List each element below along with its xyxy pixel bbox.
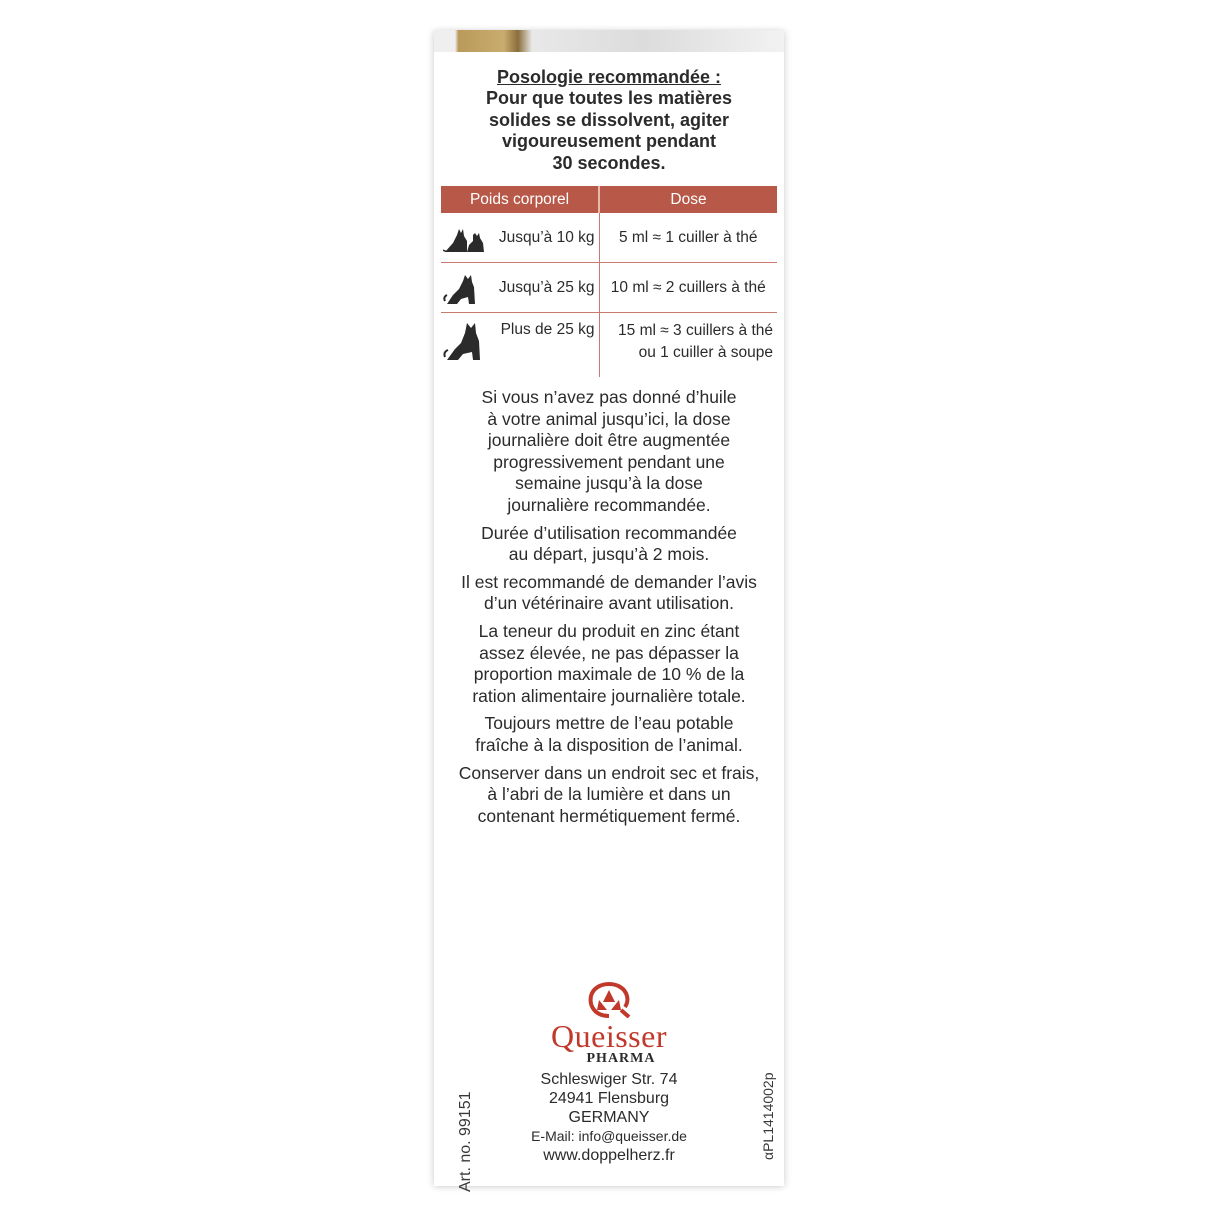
- intro-line: solides se dissolvent, agiter: [488, 109, 730, 130]
- table-row: [441, 263, 777, 313]
- top-packaging-strip: [434, 30, 784, 52]
- dose-line: 5 ml ≈ 1 cuiller à thé: [618, 228, 758, 246]
- instruction-line: progressivement pendant une: [493, 451, 725, 472]
- instruction-line: d’un vétérinaire avant utilisation.: [483, 593, 734, 614]
- usage-instructions: [442, 387, 776, 827]
- instruction-line: proportion maximale de 10 % de la: [473, 664, 745, 685]
- dosage-table-header-row: [441, 186, 777, 213]
- large-dog-icon: [443, 321, 485, 361]
- dose-line: 10 ml ≈ 2 cuillers à thé: [610, 278, 766, 296]
- header-dose: Dose: [599, 186, 777, 213]
- dose-cell: [599, 213, 777, 263]
- instruction-paragraph: [442, 572, 776, 615]
- instruction-line: Si vous n’avez pas donné d’huile: [481, 387, 737, 407]
- instruction-line: au départ, jusqu’à 2 mois.: [508, 544, 710, 565]
- instruction-line: Durée d’utilisation recommandée: [481, 522, 737, 543]
- weight-label: Jusqu’à 25 kg: [498, 278, 595, 296]
- instruction-line: La teneur du produit en zinc étant: [478, 620, 740, 641]
- instruction-paragraph: [442, 713, 776, 756]
- queisser-logo: [434, 982, 784, 1066]
- weight-label: Plus de 25 kg: [500, 321, 595, 338]
- instruction-line: Conserver dans un endroit sec et frais,: [458, 762, 760, 783]
- intro-line: Pour que toutes les matières: [485, 88, 733, 108]
- instruction-line: contenant hermétiquement fermé.: [477, 805, 741, 826]
- shake-instructions: [442, 88, 776, 174]
- instruction-line: fraîche à la disposition de l’animal.: [475, 734, 743, 755]
- instruction-line: à l’abri de la lumière et dans un: [487, 784, 731, 805]
- header-body-weight: Poids corporel: [441, 186, 599, 213]
- weight-label: Jusqu’à 10 kg: [498, 228, 595, 246]
- dosage-table: [441, 186, 777, 377]
- medium-dog-icon: [443, 271, 479, 305]
- instruction-line: assez élevée, ne pas dépasser la: [479, 642, 739, 663]
- instruction-paragraph: [442, 621, 776, 707]
- queisser-emblem-icon: [587, 982, 631, 1018]
- instruction-line: Toujours mettre de l’eau potable: [484, 713, 734, 734]
- weight-cell: [441, 213, 599, 263]
- address-email: E-Mail: info@queisser.de: [531, 1128, 687, 1144]
- instruction-line: journalière doit être augmentée: [487, 430, 731, 451]
- dosage-content: [434, 66, 784, 833]
- brand-name: Queisser: [551, 1018, 667, 1054]
- instruction-paragraph: [442, 523, 776, 566]
- dose-line: ou 1 cuiller à soupe: [638, 344, 773, 361]
- instruction-line: ration alimentaire journalière totale.: [472, 685, 746, 706]
- instruction-paragraph: [442, 387, 776, 517]
- instruction-paragraph: [442, 763, 776, 828]
- weight-cell: [441, 263, 599, 313]
- cat-and-small-dog-icon: [443, 223, 487, 253]
- instruction-line: semaine jusqu’à la dose: [515, 473, 703, 494]
- address-country: GERMANY: [568, 1109, 650, 1126]
- table-row: [441, 313, 777, 378]
- dosage-heading: Posologie recommandée :: [496, 67, 722, 87]
- product-box-side-panel: [434, 30, 784, 1192]
- instruction-line: à votre animal jusqu’ici, la dose: [487, 408, 731, 429]
- intro-line: vigoureusement pendant: [501, 131, 717, 151]
- table-row: [441, 213, 777, 263]
- brand-subtitle: PHARMA: [586, 1051, 656, 1066]
- product-code: αPL1414002p: [760, 1072, 776, 1160]
- address-website: www.doppelherz.fr: [543, 1147, 675, 1164]
- instruction-line: Il est recommandé de demander l’avis: [461, 571, 757, 592]
- weight-cell: [441, 313, 599, 378]
- dose-cell: [599, 263, 777, 313]
- dose-cell: [599, 313, 777, 378]
- dose-line: 15 ml ≈ 3 cuillers à thé: [618, 322, 773, 339]
- instruction-line: journalière recommandée.: [507, 494, 711, 515]
- intro-line: 30 secondes.: [552, 152, 666, 173]
- manufacturer-address: [434, 1070, 784, 1165]
- address-city: 24941 Flensburg: [548, 1090, 670, 1107]
- article-number: Art. no. 99151: [457, 1091, 474, 1192]
- address-street: Schleswiger Str. 74: [540, 1071, 678, 1088]
